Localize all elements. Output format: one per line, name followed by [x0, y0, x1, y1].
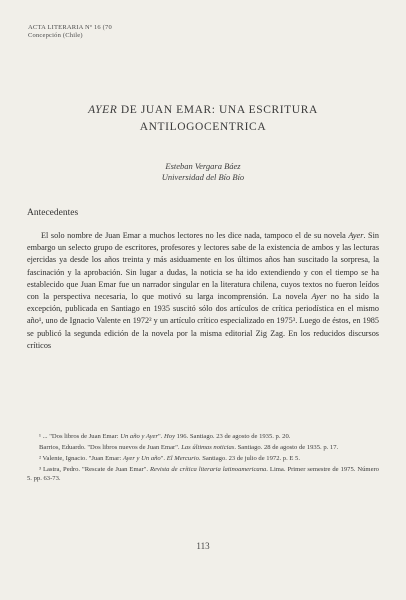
novel-title-ayer-2: Ayer	[311, 292, 327, 302]
novel-title-ayer-1: Ayer	[348, 231, 364, 240]
body-sentence-1: El solo nombre de Juan Emar a muchos lectores no les dice nada, tampoco el de su novela	[41, 231, 349, 240]
footnotes	[27, 432, 379, 485]
footnote-1-publication: Hoy	[164, 433, 176, 440]
footnote-1b-publication: Las últimas noticias	[181, 444, 235, 452]
author-block	[40, 161, 366, 183]
article-title-line-2: ANTILOGOCENTRICA	[139, 121, 267, 133]
footnote-2	[27, 454, 379, 463]
body-sentence-2: . Sin embargo un selecto grupo de escritores, profesores y lectores sabe de la existencia de ambos y las lecturas ejercidas ya desde los años treinta y más asiduamente en los últimos años han suscitado la sorpresa, la fascinación y la aprobación. Sin lugar a dudas, la noticia se ha ido extendiendo y con el tiempo se ha establecido que Juan Emar fue un narrador singular en la literatura chilena, cuyos textos no fueron leídos con la perspectiva necesaria, lo que motivó su larga incomprensión. La novela	[27, 231, 379, 302]
article-title-line-1	[40, 102, 366, 119]
journal-header-line-2: Concepción (Chile)	[28, 31, 83, 39]
footnote-1-text-e: 196. Santiago. 23 de agosto de 1935. p. 20.	[175, 433, 291, 440]
body-paragraph	[27, 230, 379, 352]
article-title	[40, 102, 366, 136]
footnote-1b	[27, 443, 379, 452]
author-name: Esteban Vergara Báez	[165, 161, 241, 171]
footnote-2-text-a: ² Valente, Ignacio. "Juan Emar:	[39, 455, 123, 463]
body-text	[27, 230, 379, 352]
footnote-1b-text-c: . Santiago. 28 de agosto de 1935. p. 17.	[234, 444, 339, 452]
footnote-1-text-a: ¹ ... "Dos libros de Juan Emar:	[39, 433, 121, 440]
footnote-1	[27, 432, 379, 441]
journal-header	[28, 24, 112, 39]
title-ayer: AYER	[88, 104, 118, 116]
footnote-3-publication: Revista de crítica literaria latinoamericana	[150, 466, 267, 474]
body-sentence-3: no ha sido la excepción, publicada en Santiago en 1935 suscitó sólo dos artículos de crítica periodística en el mismo año¹, uno de Ignacio Valente en 1972² y un artículo crítico especializado en 1975³. Luego de éstos, en 1985 se publicó la segunda edición de la novela por la misma editorial Zig Zag. En los reducidos discursos críticos	[27, 292, 379, 350]
footnote-2-text-e: . Santiago. 23 de julio de 1972. p. E 5.	[198, 455, 300, 463]
footnote-1b-text-a: Barrios, Eduardo. "Dos libros nuevos de Juan Emar".	[39, 444, 182, 452]
page-number: 113	[196, 541, 210, 551]
author-affiliation: Universidad del Bío Bío	[161, 172, 245, 182]
footnote-3-text-c: . Lima. Primer semestre de 1975. Número 5. pp. 63-73.	[27, 466, 379, 483]
footnote-2-publication: El Mercurio	[166, 455, 199, 463]
section-heading: Antecedentes	[27, 208, 79, 218]
footnote-3-text-a: ³ Lastra, Pedro. "Rescate de Juan Emar".	[39, 466, 151, 474]
footnote-1-title: Un año y Ayer	[120, 433, 159, 440]
footnote-2-title: Ayer y Un año	[122, 455, 161, 463]
footnote-3	[27, 465, 379, 483]
title-line-1-rest: DE JUAN EMAR: UNA ESCRITURA	[117, 104, 318, 116]
footnote-1-text-c: ".	[158, 433, 165, 440]
journal-header-line-1: ACTA LITERARIA Nº 16 (70	[28, 24, 112, 31]
footnote-2-text-c: ".	[160, 455, 167, 463]
